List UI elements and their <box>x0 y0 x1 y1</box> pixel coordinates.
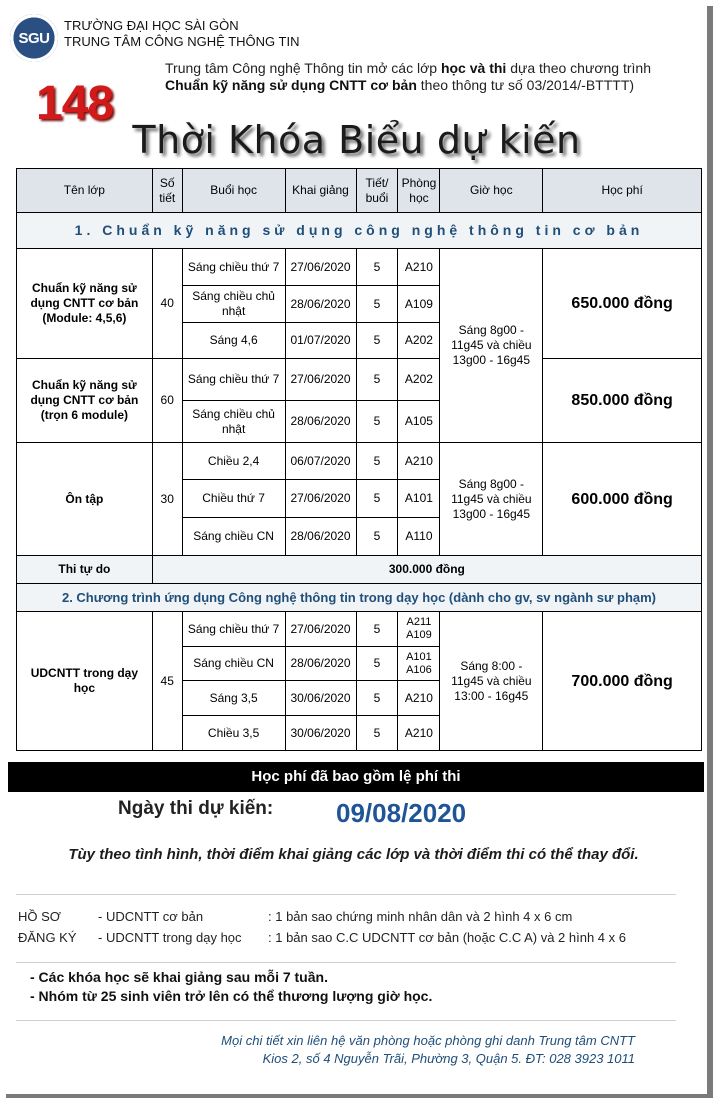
dossier-item-2: - UDCNTT trong dạy học <box>98 930 242 945</box>
session-schedule: Chiều 2,4 <box>182 443 285 480</box>
session-per: 5 <box>356 681 398 716</box>
header-periods: Số tiết <box>152 169 182 213</box>
session-per: 5 <box>356 443 398 480</box>
registration-dossier <box>18 906 698 948</box>
session-start: 30/06/2020 <box>285 681 356 716</box>
header-hours: Giờ học <box>440 169 543 213</box>
session-start: 28/06/2020 <box>285 401 356 443</box>
session-start: 28/06/2020 <box>285 518 356 556</box>
session-start: 27/06/2020 <box>285 612 356 647</box>
session-per: 5 <box>356 359 398 401</box>
header-room: Phòng học <box>398 169 440 213</box>
header-session: Buổi học <box>182 169 285 213</box>
fee-includes-exam-banner: Học phí đã bao gồm lệ phí thi <box>8 762 704 792</box>
session-start: 27/06/2020 <box>285 249 356 286</box>
school-name <box>64 18 299 50</box>
course-periods: 45 <box>152 612 182 751</box>
study-hours: Sáng 8g00 - 11g45 và chiều 13g00 - 16g45 <box>440 443 543 556</box>
study-hours: Sáng 8:00 - 11g45 và chiều 13:00 - 16g45 <box>440 612 543 751</box>
session-schedule: Sáng chiều chủ nhật <box>182 401 285 443</box>
session-per: 5 <box>356 286 398 323</box>
study-hours: Sáng 8g00 - 11g45 và chiều 13g00 - 16g45 <box>440 249 543 443</box>
course-name: UDCNTT trong dạy học <box>17 612 153 751</box>
session-room: A101 A106 <box>398 647 440 681</box>
session-start: 30/06/2020 <box>285 716 356 751</box>
session-start: 28/06/2020 <box>285 647 356 681</box>
session-schedule: Sáng chiều chủ nhật <box>182 286 285 323</box>
session-per: 5 <box>356 612 398 647</box>
session-per: 5 <box>356 716 398 751</box>
header-fee: Học phí <box>543 169 702 213</box>
course-name: Ôn tập <box>17 443 153 556</box>
course-name: Chuẩn kỹ năng sử dụng CNTT cơ bản (trọn 6 module) <box>17 359 153 443</box>
dossier-label-2: ĐĂNG KÝ <box>18 930 77 945</box>
schedule-table <box>16 168 702 751</box>
session-schedule: Sáng chiều CN <box>182 518 285 556</box>
table-row <box>17 249 702 286</box>
session-per: 5 <box>356 401 398 443</box>
course-periods: 30 <box>152 443 182 556</box>
divider <box>16 962 676 963</box>
course-fee: 700.000 đồng <box>543 612 702 751</box>
session-schedule: Chiều 3,5 <box>182 716 285 751</box>
session-room: A110 <box>398 518 440 556</box>
list-item: - Nhóm từ 25 sinh viên trở lên có thể thương lượng giờ học. <box>30 988 433 1004</box>
divider <box>16 1020 676 1021</box>
course-name: Chuẩn kỹ năng sử dụng CNTT cơ bản (Module: 4,5,6) <box>17 249 153 359</box>
session-room: A109 <box>398 286 440 323</box>
section-1-row <box>17 213 702 249</box>
session-schedule: Sáng 4,6 <box>182 323 285 359</box>
session-schedule: Sáng chiều thứ 7 <box>182 249 285 286</box>
free-exam-label: Thi tự do <box>17 556 153 584</box>
table-row <box>17 359 702 401</box>
session-per: 5 <box>356 249 398 286</box>
session-per: 5 <box>356 323 398 359</box>
course-periods: 40 <box>152 249 182 359</box>
session-schedule: Chiều thứ 7 <box>182 480 285 518</box>
session-room: A210 <box>398 249 440 286</box>
header-periods-per-session: Tiết/ buổi <box>356 169 398 213</box>
table-header-row <box>17 169 702 213</box>
section-1-title: 1. Chuẩn kỹ năng sử dụng công nghệ thông tin cơ bản <box>17 213 702 249</box>
page-shadow-bottom <box>6 1094 713 1098</box>
session-room: A202 <box>398 359 440 401</box>
schedule-change-note: Tùy theo tình hình, thời điểm khai giảng các lớp và thời điểm thi có thể thay đổi. <box>68 846 639 863</box>
logo-text: SGU <box>18 29 50 47</box>
badge-number: 148 <box>36 77 114 130</box>
section-2-title: 2. Chương trình ứng dụng Công nghệ thông tin trong dạy học (dành cho gv, sv ngành sư phạm) <box>17 584 702 612</box>
intro-text: Trung tâm Công nghệ Thông tin mở các lớp học và thi dựa theo chương trình Chuẩn kỹ năng sử dụng CNTT cơ bản theo thông tư số 03/2014/-BTTTT) <box>165 60 651 93</box>
session-room: A101 <box>398 480 440 518</box>
dossier-requirement-1: : 1 bản sao chứng minh nhân dân và 2 hình 4 x 6 cm <box>268 909 573 924</box>
course-periods: 60 <box>152 359 182 443</box>
header-class-name: Tên lớp <box>17 169 153 213</box>
session-start: 01/07/2020 <box>285 323 356 359</box>
session-room: A210 <box>398 681 440 716</box>
session-room: A210 <box>398 716 440 751</box>
contact-line-2: Kios 2, số 4 Nguyễn Trãi, Phường 3, Quận 5. ĐT: 028 3923 1011 <box>262 1051 635 1066</box>
session-per: 5 <box>356 647 398 681</box>
session-schedule: Sáng chiều thứ 7 <box>182 612 285 647</box>
session-per: 5 <box>356 480 398 518</box>
session-room: A210 <box>398 443 440 480</box>
session-per: 5 <box>356 518 398 556</box>
session-schedule: Sáng chiều thứ 7 <box>182 359 285 401</box>
header-start-date: Khai giảng <box>285 169 356 213</box>
dossier-item-1: - UDCNTT cơ bản <box>98 909 204 924</box>
session-schedule: Sáng chiều CN <box>182 647 285 681</box>
section-2-row <box>17 584 702 612</box>
school-line-1: TRƯỜNG ĐẠI HỌC SÀI GÒN <box>64 18 239 33</box>
course-fee: 650.000 đồng <box>543 249 702 359</box>
course-fee: 600.000 đồng <box>543 443 702 556</box>
exam-date-value: 09/08/2020 <box>336 798 467 828</box>
dossier-label-1: HỒ SƠ <box>18 909 61 924</box>
session-start: 27/06/2020 <box>285 480 356 518</box>
contact-info <box>221 1032 635 1068</box>
dossier-requirement-2: : 1 bản sao C.C UDCNTT cơ bản (hoặc C.C A) và 2 hình 4 x 6 <box>268 930 626 945</box>
session-schedule: Sáng 3,5 <box>182 681 285 716</box>
page-shadow-right <box>707 6 713 1098</box>
divider <box>16 894 676 895</box>
session-room: A211 A109 <box>398 612 440 647</box>
course-fee: 850.000 đồng <box>543 359 702 443</box>
session-start: 06/07/2020 <box>285 443 356 480</box>
notes-list <box>30 968 432 1006</box>
session-room: A202 <box>398 323 440 359</box>
table-row <box>17 443 702 480</box>
exam-date-label: Ngày thi dự kiến: <box>118 798 274 819</box>
session-start: 27/06/2020 <box>285 359 356 401</box>
session-start: 28/06/2020 <box>285 286 356 323</box>
free-exam-row <box>17 556 702 584</box>
list-item: - Các khóa học sẽ khai giảng sau mỗi 7 tuần. <box>30 969 328 985</box>
school-line-2: TRUNG TÂM CÔNG NGHỆ THÔNG TIN <box>64 34 300 49</box>
contact-line-1: Mọi chi tiết xin liên hệ văn phòng hoặc phòng ghi danh Trung tâm CNTT <box>221 1033 635 1048</box>
school-logo <box>10 14 58 62</box>
table-row <box>17 612 702 647</box>
page-title: Thời Khóa Biểu dự kiến <box>132 118 581 162</box>
free-exam-fee: 300.000 đồng <box>152 556 701 584</box>
session-room: A105 <box>398 401 440 443</box>
